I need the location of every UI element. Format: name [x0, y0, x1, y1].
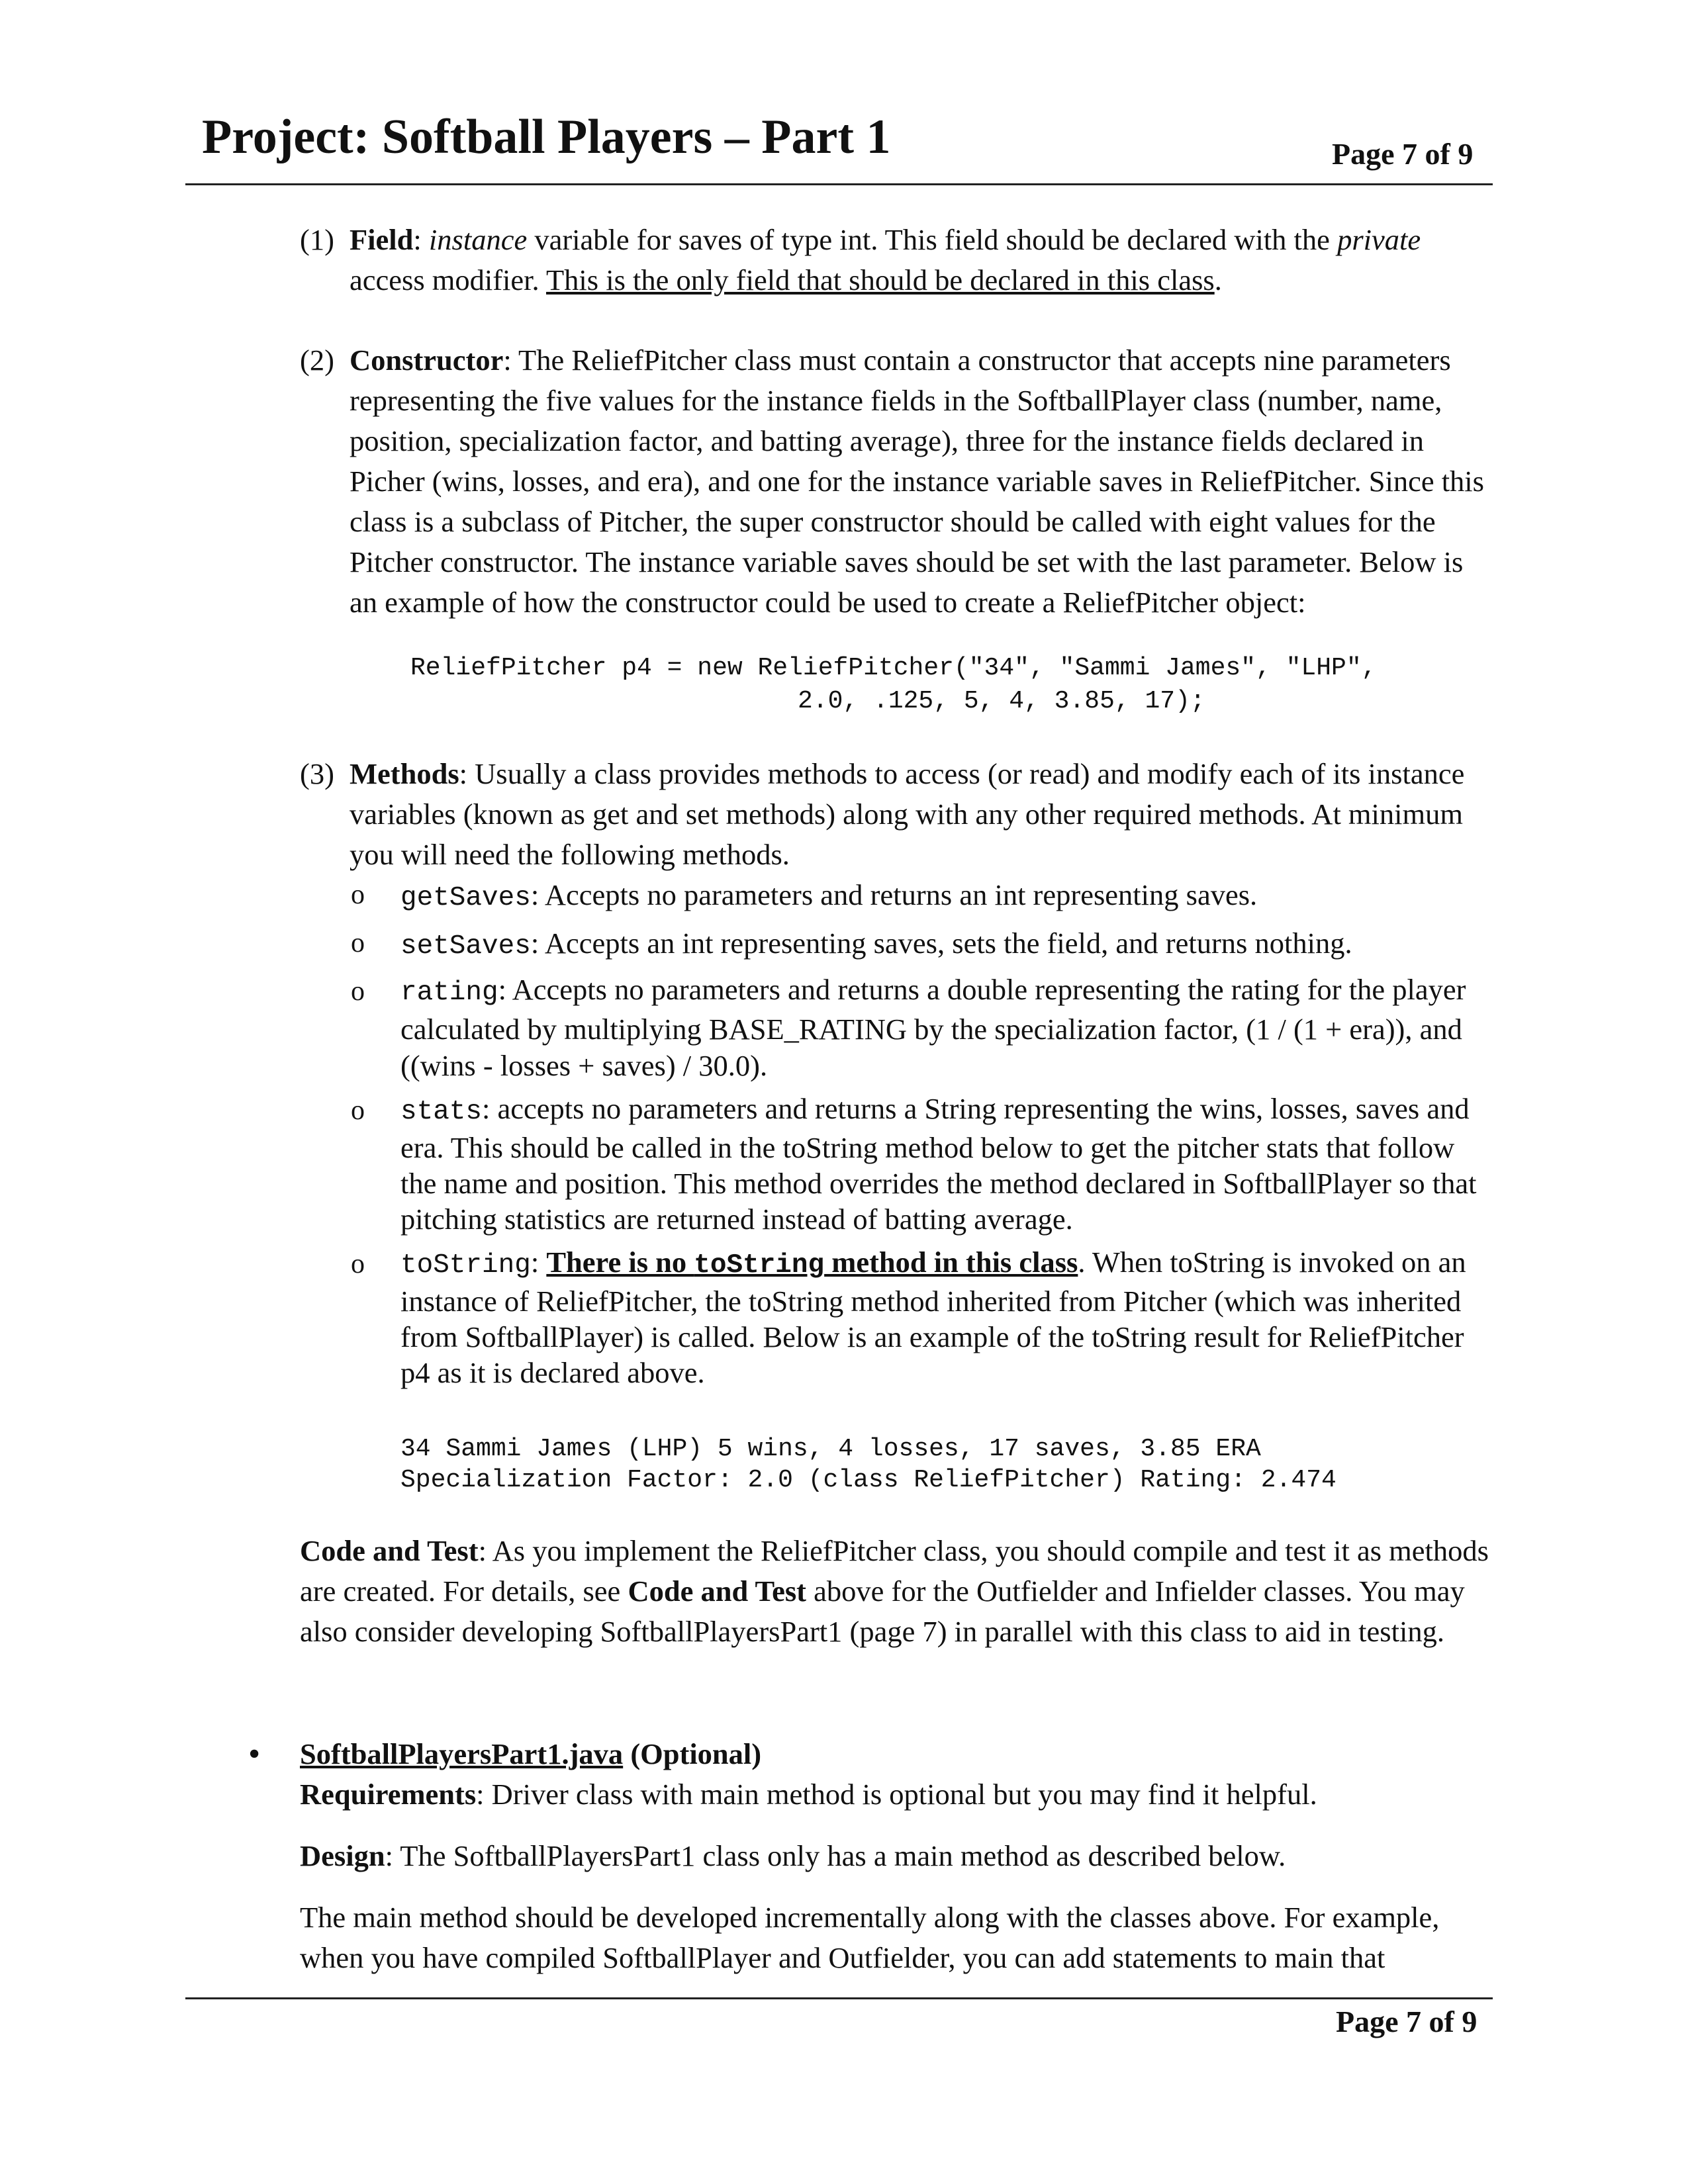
code-line: 2.0, .125, 5, 4, 3.85, 17); [798, 687, 1205, 715]
method-name: stats [400, 1097, 483, 1127]
field-paragraph: Field: instance variable for saves of type int. This field should be declared with the private access modifier. This is the only field that should be declared in this class. [350, 223, 1421, 296]
code-line: ReliefPitcher p4 = new ReliefPitcher("34", "Sammi James", "LHP", [410, 654, 1377, 682]
item-number: (3) [300, 757, 334, 790]
constructor-paragraph: Constructor: The ReliefPitcher class must contain a constructor that accepts nine parameters representing the five values for the instance fields in the SoftballPlayer class (number, name, position, specialization factor, and batting average), three for the instance fields declared in Picher (wins, losses, and era), and one for the instance variable saves in ReliefPitcher. Since this class is a subclass of Pitcher, the super constructor should be called with eight values for the Pitcher constructor. The instance variable saves should be set with the last parameter. Below is an example of how the constructor could be used to create a ReliefPitcher object: [350, 343, 1484, 619]
bullet-icon: o [351, 928, 365, 958]
main-method-paragraph: The main method should be developed incrementally along with the classes above. For example, when you have compiled SoftballPlayer and Outfielder, you can add statements to main that [300, 1901, 1440, 1974]
field-label: Field [350, 223, 414, 256]
footer-divider [185, 1997, 1493, 1999]
bullet-icon: o [351, 976, 365, 1007]
output-line: 34 Sammi James (LHP) 5 wins, 4 losses, 17 saves, 3.85 ERA [400, 1435, 1261, 1463]
method-name: toString [400, 1250, 531, 1281]
page-title: Project: Softball Players – Part 1 [202, 110, 891, 164]
method-name: setSaves [400, 931, 531, 962]
bullet-icon: • [248, 1735, 261, 1773]
footer-page-number: Page 7 of 9 [1336, 2005, 1477, 2038]
code-and-test-label: Code and Test [300, 1534, 479, 1567]
design-label: Design [300, 1839, 385, 1872]
field-emphasis: This is the only field that should be declared in this class [546, 263, 1215, 296]
item-number: (2) [300, 343, 334, 377]
driver-heading: SoftballPlayersPart1.java (Optional) [300, 1737, 762, 1770]
design-paragraph: Design: The SoftballPlayersPart1 class only has a main method as described below. [300, 1839, 1286, 1872]
code-and-test-paragraph: Code and Test: As you implement the ReliefPitcher class, you should compile and test it as methods are created. For details, see Code and Test above for the Outfielder and Infielder classes. You may also consider developing SoftballPlayersPart1 (page 7) in parallel with this class to aid in testing. [300, 1534, 1489, 1648]
constructor-label: Constructor [350, 343, 504, 377]
requirements-paragraph: Requirements: Driver class with main method is optional but you may find it helpful. [300, 1778, 1317, 1811]
bullet-icon: o [351, 880, 365, 910]
methods-paragraph: Methods: Usually a class provides methods to access (or read) and modify each of its instance variables (known as get and set methods) along with any other required methods. At minimum you will need the following methods. [350, 757, 1465, 871]
method-item: toString: There is no toString method in this class. When toString is invoked on an instance of ReliefPitcher, the toString method inherited from Pitcher (which was inherited from SoftballPlayer) is called. Below is an example of the toString result for ReliefPitcher p4 as it is declared above. [400, 1246, 1466, 1389]
header-divider [185, 183, 1493, 185]
method-name: getSaves [400, 883, 531, 913]
methods-label: Methods [350, 757, 459, 790]
method-item: getSaves: Accepts no parameters and returns an int representing saves. [400, 878, 1258, 913]
method-item: rating: Accepts no parameters and returns a double representing the rating for the player calculated by multiplying BASE_RATING by the specialization factor, (1 / (1 + era)), and ((wins - losses + saves) / 30.0). [400, 973, 1466, 1082]
header-page-number: Page 7 of 9 [1332, 137, 1474, 171]
driver-filename: SoftballPlayersPart1.java [300, 1737, 624, 1770]
item-number: (1) [300, 223, 334, 256]
tostring-emphasis: There is no toString method in this class [546, 1246, 1078, 1281]
bullet-icon: o [351, 1095, 365, 1126]
requirements-label: Requirements [300, 1778, 477, 1811]
bullet-icon: o [351, 1249, 365, 1279]
method-name: rating [400, 978, 498, 1008]
method-item: setSaves: Accepts an int representing saves, sets the field, and returns nothing. [400, 927, 1352, 962]
output-line: Specialization Factor: 2.0 (class ReliefPitcher) Rating: 2.474 [400, 1466, 1336, 1494]
method-item: stats: accepts no parameters and returns a String representing the wins, losses, saves and era. This should be called in the toString method below to get the pitcher stats that follow the name and position. This method overrides the method declared in SoftballPlayer so that pitching statistics are returned instead of batting average. [400, 1092, 1477, 1236]
